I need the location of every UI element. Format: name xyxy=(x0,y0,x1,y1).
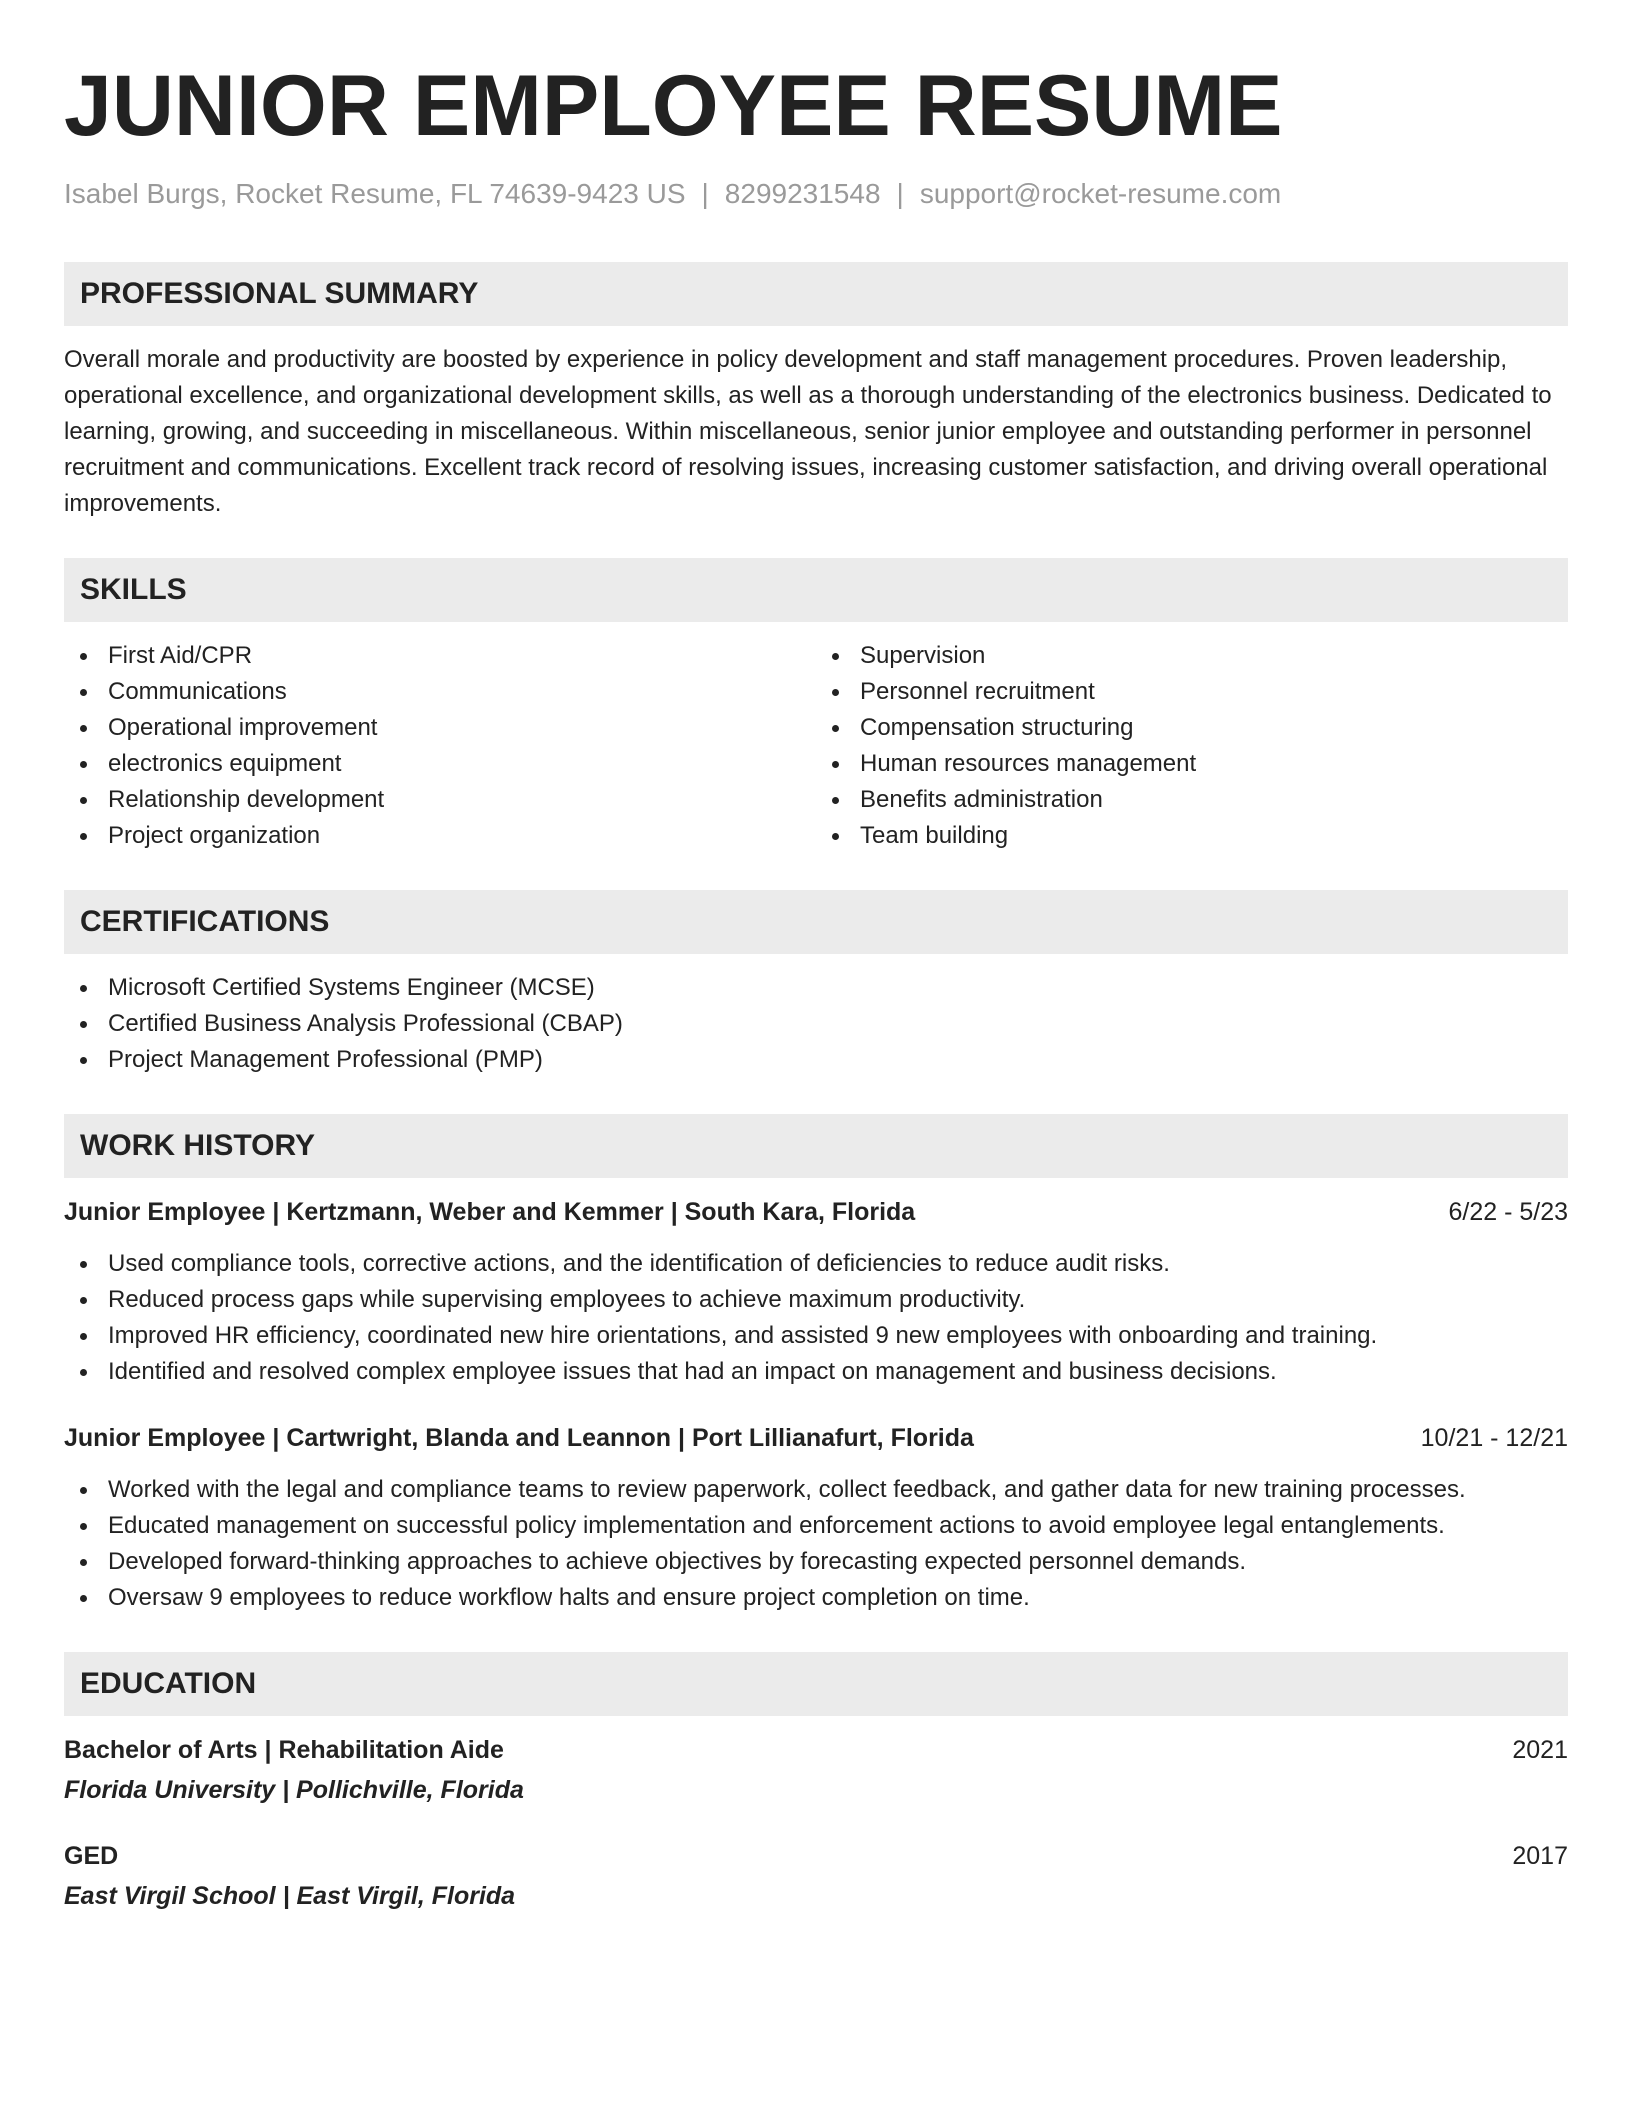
job-title: Junior Employee | Cartwright, Blanda and Leannon | Port Lillianafurt, Florida xyxy=(64,1424,974,1452)
skills-column-left xyxy=(64,638,816,854)
job-dates: 10/21 - 12/21 xyxy=(1420,1424,1568,1452)
skill-item: electronics equipment xyxy=(64,746,816,782)
skill-item: Team building xyxy=(816,818,1568,854)
skills-list xyxy=(64,638,1568,854)
certification-item: Project Management Professional (PMP) xyxy=(64,1042,1568,1078)
education-year: 2017 xyxy=(1512,1842,1568,1870)
education-degree: Bachelor of Arts | Rehabilitation Aide xyxy=(64,1736,504,1764)
job-bullet: Used compliance tools, corrective actions, and the identification of deficiencies to reduce audit risks. xyxy=(64,1246,1568,1282)
job-bullet: Oversaw 9 employees to reduce workflow halts and ensure project completion on time. xyxy=(64,1580,1568,1616)
skill-item: Human resources management xyxy=(816,746,1568,782)
section-heading-certifications: CERTIFICATIONS xyxy=(64,890,1568,954)
skill-item: Project organization xyxy=(64,818,816,854)
education-year: 2021 xyxy=(1512,1736,1568,1764)
certifications-list xyxy=(64,970,1568,1078)
skill-item: First Aid/CPR xyxy=(64,638,816,674)
skill-item: Personnel recruitment xyxy=(816,674,1568,710)
certification-item: Certified Business Analysis Professional (CBAP) xyxy=(64,1006,1568,1042)
job-header xyxy=(64,1194,1568,1230)
job-dates: 6/22 - 5/23 xyxy=(1448,1198,1568,1226)
section-heading-education: EDUCATION xyxy=(64,1652,1568,1716)
job-header xyxy=(64,1420,1568,1456)
section-heading-summary: PROFESSIONAL SUMMARY xyxy=(64,262,1568,326)
education-header xyxy=(64,1838,1568,1874)
resume-title: JUNIOR EMPLOYEE RESUME xyxy=(64,58,1283,154)
job-entry xyxy=(64,1420,1568,1616)
section-heading-work-history: WORK HISTORY xyxy=(64,1114,1568,1178)
job-bullet: Educated management on successful policy implementation and enforcement actions to avoid employee legal entanglements. xyxy=(64,1508,1568,1544)
job-title: Junior Employee | Kertzmann, Weber and Kemmer | South Kara, Florida xyxy=(64,1198,916,1226)
job-bullet: Developed forward-thinking approaches to achieve objectives by forecasting expected personnel demands. xyxy=(64,1544,1568,1580)
section-heading-skills: SKILLS xyxy=(64,558,1568,622)
contact-separator: | xyxy=(701,178,709,209)
contact-email: support@rocket-resume.com xyxy=(919,178,1282,209)
skill-item: Operational improvement xyxy=(64,710,816,746)
education-degree: GED xyxy=(64,1842,119,1870)
certification-item: Microsoft Certified Systems Engineer (MCSE) xyxy=(64,970,1568,1006)
job-bullet: Improved HR efficiency, coordinated new hire orientations, and assisted 9 new employees with onboarding and training. xyxy=(64,1318,1568,1354)
education-school: East Virgil School | East Virgil, Florida xyxy=(64,1882,516,1910)
summary-text: Overall morale and productivity are boosted by experience in policy development and staff management procedures. Proven leadership, operational excellence, and organizational development skills, as well as a thorough understanding of the electronics business. Dedicated to learning, growing, and succeeding in miscellaneous. Within miscellaneous, senior junior employee and outstanding performer in personnel recruitment and communications. Excellent track record of resolving issues, increasing customer satisfaction, and driving overall operational improvements. xyxy=(64,346,1552,517)
contact-separator: | xyxy=(896,178,904,209)
skill-item: Supervision xyxy=(816,638,1568,674)
education-entry xyxy=(64,1838,1568,1914)
skills-column-right xyxy=(816,638,1568,854)
skill-item: Communications xyxy=(64,674,816,710)
contact-address: Isabel Burgs, Rocket Resume, FL 74639-9423 US xyxy=(64,178,686,209)
education-school: Florida University | Pollichville, Florida xyxy=(64,1776,524,1804)
skill-item: Benefits administration xyxy=(816,782,1568,818)
job-bullet: Worked with the legal and compliance teams to review paperwork, collect feedback, and gather data for new training processes. xyxy=(64,1472,1568,1508)
job-entry xyxy=(64,1194,1568,1390)
skill-item: Relationship development xyxy=(64,782,816,818)
job-bullet: Reduced process gaps while supervising employees to achieve maximum productivity. xyxy=(64,1282,1568,1318)
education-header xyxy=(64,1732,1568,1768)
skill-item: Compensation structuring xyxy=(816,710,1568,746)
contact-phone: 8299231548 xyxy=(724,178,881,209)
contact-line xyxy=(64,176,1568,212)
education-entry xyxy=(64,1732,1568,1808)
job-bullet: Identified and resolved complex employee issues that had an impact on management and business decisions. xyxy=(64,1354,1568,1390)
